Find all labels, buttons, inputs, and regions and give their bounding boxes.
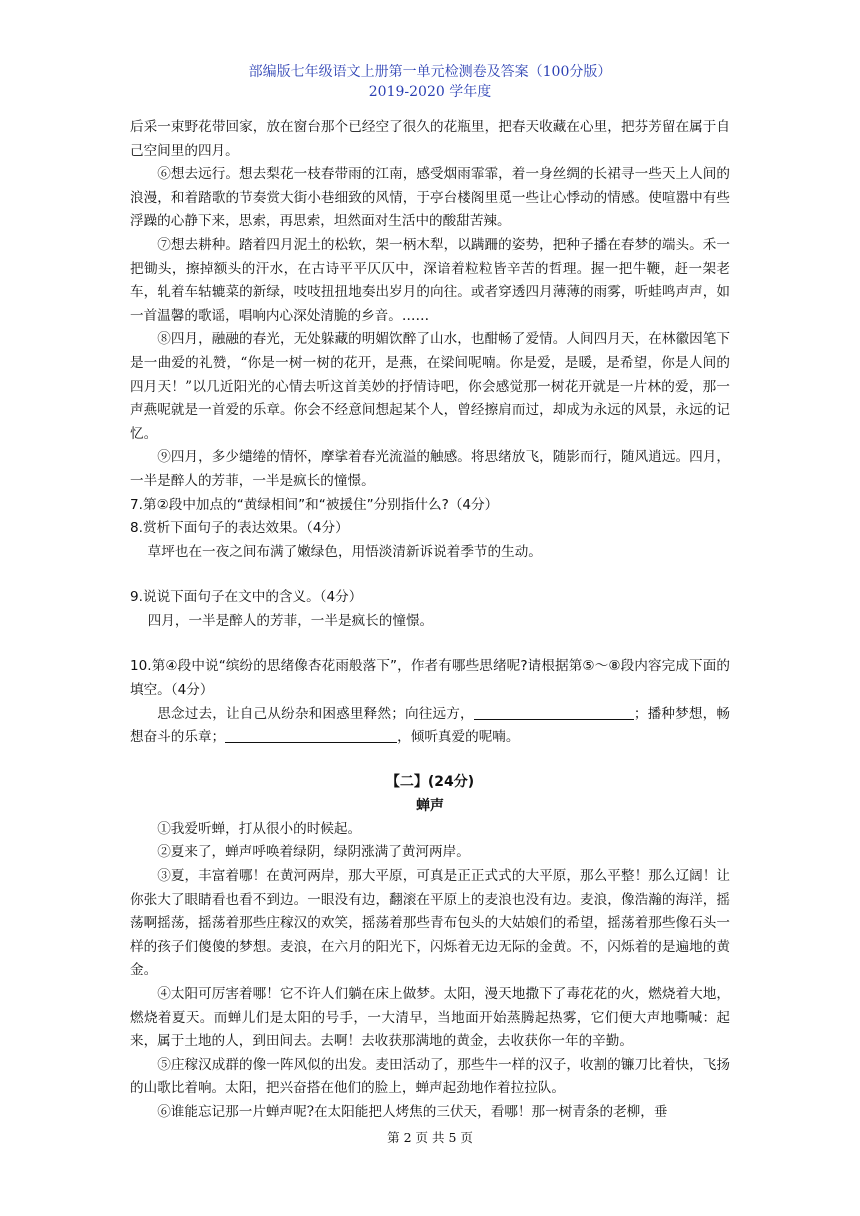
article-paragraph-1: ①我爱听蝉，打从很小的时候起。 (157, 820, 362, 837)
question-8-quote: 草坪也在一夜之间布满了嫩绿色，用悟淡清新诉说着季节的生动。 (147, 543, 542, 560)
page-header (0, 62, 860, 102)
section-2-heading: 【二】(24分) (385, 773, 475, 790)
paragraph-6: ⑥想去远行。想去梨花一枝春带雨的江南，感受烟雨霏霏，着一身丝绸的长裙寻一些天上人间的浪漫，和着踏歌的节奏赏大街小巷细致的风情，于亭台楼阁里觅一些让心悸动的情感。使喧嚣中有些浮躁的心静下来，思索，再思索，坦然面对生活中的酸甜苦辣。 (130, 166, 730, 230)
fill-text-a: 思念过去，让自己从纷杂和困惑里释然；向往远方， (157, 705, 474, 722)
question-10-fill (130, 703, 730, 750)
paragraph-9: ⑨四月，多少缱绻的情怀，摩挲着春光流溢的触感。将思绪放飞，随影而行，随风逍远。四月，一半是醉人的芳菲，一半是疯长的憧憬。 (130, 449, 730, 489)
fill-blank-2[interactable] (225, 728, 397, 743)
article-paragraph-5: ⑤庄稼汉成群的像一阵风似的出发。麦田活动了，那些牛一样的汉子，收割的镰刀比着快，飞扬的山歌比着响。太阳，把兴奋搭在他们的脸上，蝉声起劲地作着拉拉队。 (130, 1056, 730, 1097)
answer-space-8 (130, 564, 730, 586)
paragraph-8: ⑧四月，融融的春光，无处躲藏的明媚饮醉了山水，也酣畅了爱情。人间四月天，在林徽因笔下是一曲爱的礼赞，“你是一树一树的花开，是燕，在梁间呢喃。你是爱，是暖，是希望，你是人间的四月天！”以几近阳光的心情去听这首美妙的抒情诗吧，你会感觉那一树花开就是一片林的爱，那一声燕呢就是一首爱的乐章。你会不经意间想起某个人，曾经擦肩而过，却成为永远的风景，永远的记忆。 (130, 331, 730, 442)
question-9-quote: 四月，一半是醉人的芳菲，一半是疯长的憧憬。 (147, 612, 434, 629)
fill-text-b: ；播种梦想，畅想奋斗的乐章； (130, 705, 731, 746)
article-paragraph-4: ④太阳可厉害着哪！它不许人们躺在床上做梦。太阳，漫天地撒下了毒花花的火，燃烧着大地，燃烧着夏天。而蝉儿们是太阳的号手，一大清早，当地面开始蒸腾起热雾，它们便大声地嘶喊：起来，属于土地的人，到田间去。去啊！去收获那满地的黄金，去收获你一年的辛勤。 (130, 986, 730, 1050)
paragraph-continued: 后采一束野花带回家，放在窗台那个已经空了很久的花瓶里，把春天收藏在心里，把芬芳留在属于自己空间里的四月。 (130, 119, 730, 159)
fill-blank-1[interactable] (474, 705, 634, 720)
section-gap (130, 750, 730, 770)
article-paragraph-6: ⑥谁能忘记那一片蝉声呢?在太阳能把人烤焦的三伏天，看哪！那一树青条的老柳，垂 (157, 1103, 668, 1120)
article-title: 蝉声 (416, 797, 444, 814)
question-8: 8.赏析下面句子的表达效果。（4分） (130, 520, 349, 537)
article-paragraph-2: ②夏来了，蝉声呼唤着绿阴，绿阴涨满了黄河两岸。 (157, 844, 470, 861)
article-paragraph-3: ③夏，丰富着哪！在黄河两岸，那大平原，可真是正正式式的大平原，那么平整！那么辽阔！让你张大了眼睛看也看不到边。一眼没有边，翻滚在平原上的麦浪也没有边。麦浪，像浩瀚的海洋，摇荡啊摇荡，摇荡着那些庄稼汉的欢笑，摇荡着那些青布包头的大姑娘们的希望，摇荡着那些像石头一样的孩子们傻傻的梦想。麦浪，在六月的阳光下，闪烁着无边无际的金黄。不，闪烁着的是遍地的黄金。 (130, 868, 730, 979)
page-number: 第 2 页 共 5 页 (387, 1130, 473, 1145)
document-title: 部编版七年级语文上册第一单元检测卷及答案（100分版） (248, 64, 612, 80)
fill-text-c: ，倾听真爱的呢喃。 (397, 729, 520, 746)
school-year: 2019-2020 学年度 (368, 84, 492, 100)
paragraph-7: ⑦想去耕种。踏着四月泥土的松软，架一柄木犁，以蹒跚的姿势，把种子播在春梦的端头。禾一把锄头，擦掉额头的汗水，在古诗平平仄仄中，深谙着粒粒皆辛苦的哲理。握一把牛鞭，赶一架老车，轧着车轱辘菜的新绿，吱吱扭扭地奏出岁月的向往。或者穿透四月薄薄的雨雾，听蛙鸣声声，如一首温馨的歌谣，唱响内心深处清脆的乡音。…… (130, 236, 730, 324)
question-9: 9.说说下面句子在文中的含义。（4分） (130, 589, 363, 606)
question-10: 10.第④段中说“缤纷的思绪像杏花雨般落下”，作者有哪些思绪呢?请根据第⑤～⑧段内容完成下面的填空。（4分） (130, 658, 730, 699)
document-body (130, 116, 730, 1125)
answer-space-9 (130, 633, 730, 655)
question-7: 7.第②段中加点的“黄绿相间”和“被援住”分别指什么?（4分） (130, 496, 499, 513)
